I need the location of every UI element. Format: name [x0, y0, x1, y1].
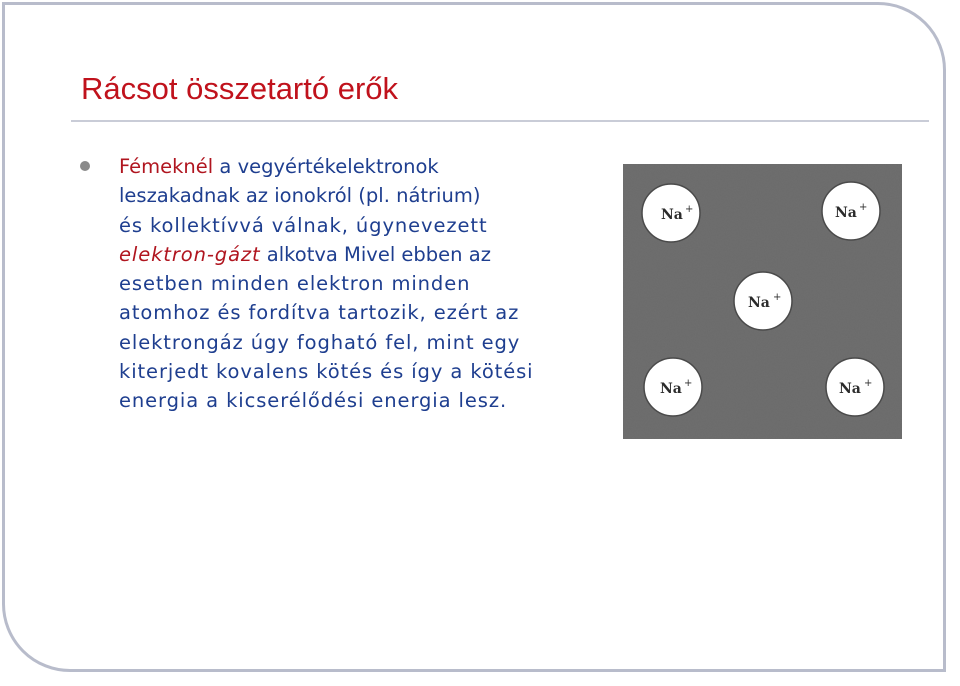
ion-label: Na — [835, 205, 857, 221]
slide-title: Rácsot összetartó erők — [81, 71, 399, 106]
sodium-lattice-svg — [623, 164, 902, 439]
sodium-ion-top-right — [822, 182, 880, 240]
ion-charge: + — [864, 378, 873, 389]
body-line-8: kiterjedt kovalens kötés és így a kötési — [119, 360, 534, 384]
body-line-9: energia a kicserélődési energia lesz. — [119, 389, 508, 413]
sodium-lattice-figure — [623, 164, 902, 439]
sodium-ion-bottom-left — [644, 358, 702, 416]
body-line-6: atomhoz és fordítva tartozik, ezért az — [119, 301, 520, 325]
ion-label: Na — [661, 207, 683, 223]
sodium-ion-bottom-right — [826, 358, 884, 416]
ion-label: Na — [660, 381, 682, 397]
sodium-ion-top-left — [642, 184, 700, 242]
body-line-7: elektrongáz úgy fogható fel, mint egy — [119, 330, 521, 354]
ion-label: Na — [839, 381, 861, 397]
body-line-4-rest: alkotva Mivel ebben az — [260, 242, 491, 266]
ion-charge: + — [859, 202, 868, 213]
body-line-2: leszakadnak az ionokról (pl. nátrium) — [119, 184, 481, 208]
bullet-point-icon — [80, 161, 90, 171]
body-line-1 — [119, 152, 609, 181]
ion-label: Na — [748, 295, 770, 311]
slide-body-text — [119, 152, 609, 416]
slide-frame — [2, 2, 946, 672]
ion-charge: + — [773, 292, 782, 303]
body-line-4 — [119, 240, 609, 269]
title-divider — [71, 120, 929, 122]
highlight-electron-gas: elektron-gázt — [119, 242, 261, 266]
body-line-3: és kollektívvá válnak, úgynevezett — [119, 213, 488, 237]
ion-charge: + — [684, 378, 693, 389]
body-line-1-rest: a vegyértékelektronok — [213, 155, 439, 178]
highlight-metals: Fémeknél — [119, 155, 214, 178]
ion-charge: + — [685, 204, 694, 215]
body-line-5: esetben minden elektron minden — [119, 272, 471, 296]
sodium-ion-center — [734, 272, 792, 330]
